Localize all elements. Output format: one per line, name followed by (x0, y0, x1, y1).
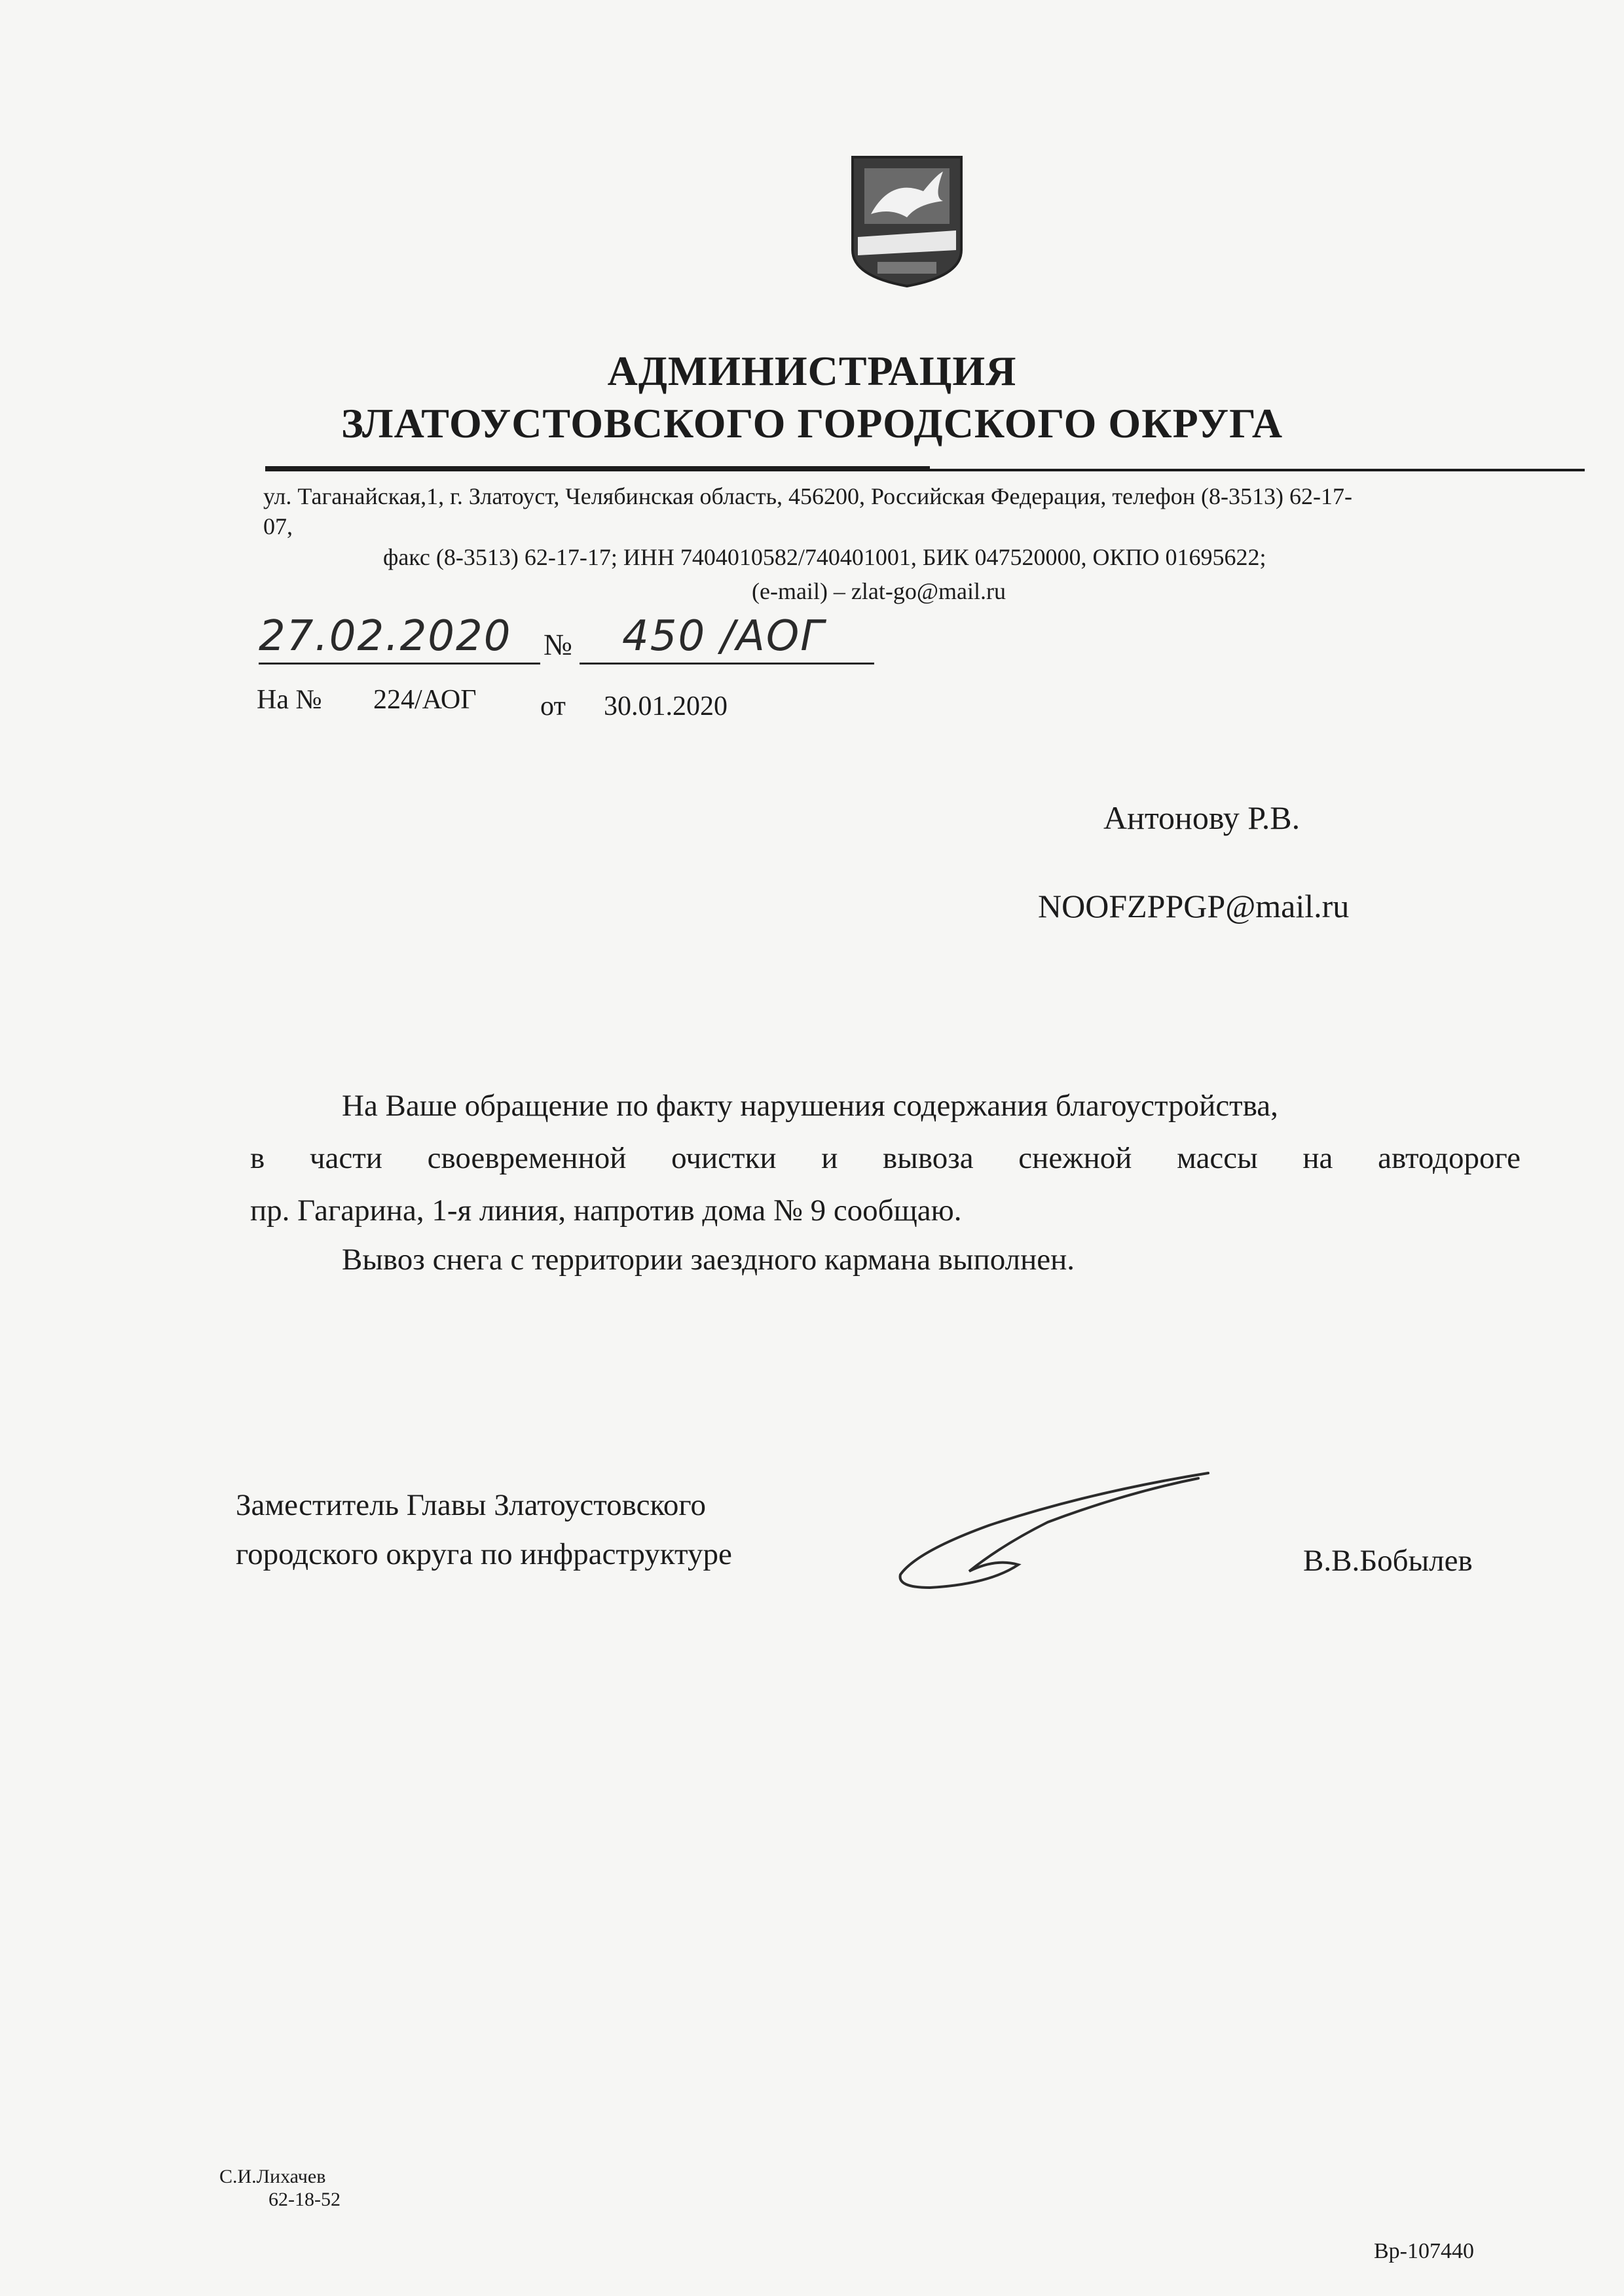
email-line: (e-mail) – zlat-go@mail.ru (752, 578, 1006, 604)
org-title-line1: АДМИНИСТРАЦИЯ (607, 348, 1017, 394)
signer-name: В.В.Бобылев (1303, 1544, 1473, 1578)
reply-label: На № (257, 685, 322, 715)
org-title-line2: ЗЛАТОУСТОВСКОГО ГОРОДСКОГО ОКРУГА (341, 400, 1283, 446)
recipient-email: NOOFZPPGP@mail.ru (1038, 888, 1350, 924)
number-underline (580, 663, 874, 665)
body-paragraph-line: пр. Гагарина, 1-я линия, напротив дома № 9 сообщаю. (250, 1194, 962, 1228)
header-rule-full (265, 469, 1585, 471)
body-paragraph-2: Вывоз снега с территории заездного кармана выполнен. (342, 1243, 1075, 1277)
executor-phone: 62-18-52 (268, 2189, 341, 2210)
body-paragraph-line: На Ваше обращение по факту нарушения содержания благоустройства, (342, 1089, 1278, 1123)
reply-from-label: от (540, 691, 566, 721)
body-paragraph-line: в части своевременной очистки и вывоза снежной массы на автодороге (250, 1141, 1521, 1175)
address-line: ул. Таганайская,1, г. Златоуст, Челябинская область, 456200, Российская Федерация, телефон (8-3513) 62-17- (263, 483, 1352, 509)
date-underline (259, 663, 540, 665)
outgoing-number: 450 /АОГ (622, 612, 825, 661)
reply-date: 30.01.2020 (604, 691, 728, 721)
signer-position-line2: городского округа по инфраструктуре (236, 1537, 732, 1571)
reply-number: 224/АОГ (373, 685, 477, 715)
signer-position-line1: Заместитель Главы Златоустовского (236, 1488, 707, 1522)
fax-line: факс (8-3513) 62-17-17; ИНН 7404010582/740401001, БИК 047520000, ОКПО 01695622; (383, 544, 1266, 570)
executor-name: С.И.Лихачев (219, 2166, 326, 2187)
document-code: Вр-107440 (1374, 2239, 1474, 2263)
address-line: 07, (263, 513, 293, 539)
recipient-name: Антонову Р.В. (1103, 799, 1301, 836)
handwritten-signature-icon (891, 1467, 1218, 1597)
number-sign: № (544, 628, 572, 661)
outgoing-date: 27.02.2020 (259, 612, 512, 661)
coat-of-arms-icon (845, 152, 969, 289)
